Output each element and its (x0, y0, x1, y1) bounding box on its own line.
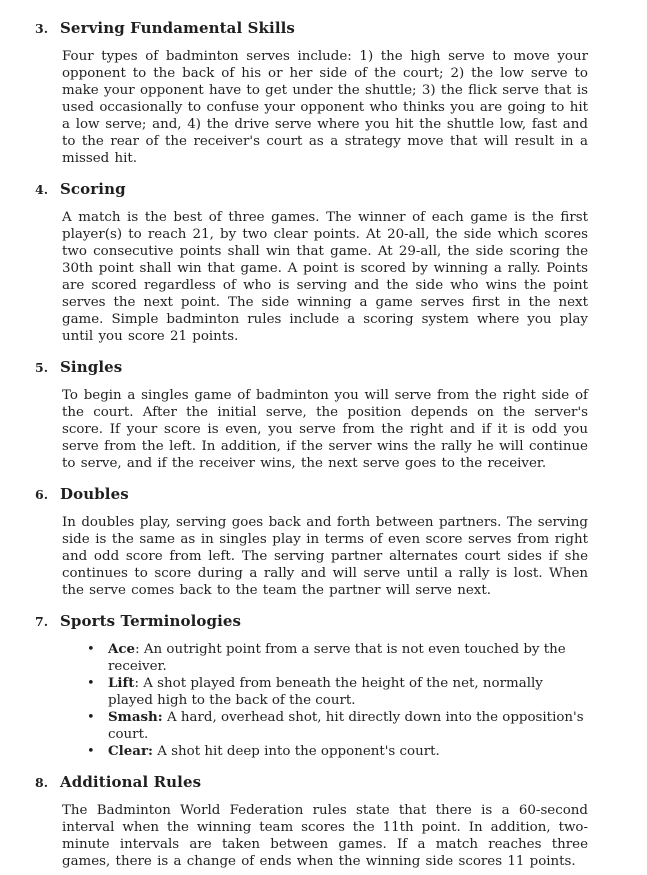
section-heading (35, 485, 588, 504)
section-title: Serving Fundamental Skills (60, 19, 295, 37)
section-additional-rules (35, 773, 588, 870)
section-sports-terminologies (35, 612, 588, 760)
term-name: Lift (108, 675, 135, 691)
section-title: Doubles (60, 485, 129, 503)
term-item-clear (87, 743, 588, 760)
section-heading (35, 19, 588, 38)
term-definition: A shot hit deep into the opponent's court. (157, 744, 440, 759)
section-singles (35, 358, 588, 472)
bullet-icon: • (87, 744, 95, 759)
bullet-icon: • (87, 710, 95, 725)
section-heading (35, 358, 588, 377)
section-title: Sports Terminologies (60, 612, 242, 630)
section-heading (35, 773, 588, 792)
section-doubles (35, 485, 588, 599)
section-paragraph: In doubles play, serving goes back and forth between partners. The serving side is the same as in singles play in terms of even score serves from right and odd score from left. The serving partner alternates court sides if she continues to score during a rally and will serve until a rally is lost. When the serve comes back to the team the partner will serve next. (62, 515, 588, 598)
section-paragraph: Four types of badminton serves include: 1) the high serve to move your opponent to the back of his or her side of the court; 2) the low serve to make your opponent have to get under the shuttle; 3) the flick serve that is used occasionally to confuse your opponent who thinks you are going to hit a low serve; and, 4) the drive serve where you hit the shuttle low, fast and to the rear of the receiver's court as a strategy move that will result in a missed hit. (62, 49, 588, 166)
term-separator: : (135, 642, 140, 657)
bullet-icon: • (87, 642, 95, 657)
term-name: Ace (108, 641, 136, 657)
bullet-icon: • (87, 676, 95, 691)
section-number: 6. (35, 487, 49, 502)
term-name: Smash: (108, 709, 163, 725)
section-number: 3. (35, 21, 49, 36)
section-heading (35, 612, 588, 631)
term-separator: : (134, 676, 139, 691)
terminology-list (62, 641, 588, 760)
section-serving-fundamental-skills (35, 19, 588, 167)
section-paragraph: To begin a singles game of badminton you will serve from the right side of the court. After the initial serve, the position depends on the server's score. If your score is even, you serve from the right and if it is odd you serve from the left. In addition, if the server wins the rally he will continue to serve, and if the receiver wins, the next serve goes to the receiver. (62, 388, 588, 471)
section-paragraph: The Badminton World Federation rules state that there is a 60-second interval when the winning team scores the 11th point. In addition, two-minute intervals are taken between games. If a match reaches three games, there is a change of ends when the winning side scores 11 points. (62, 803, 588, 869)
section-scoring (35, 180, 588, 345)
section-heading (35, 180, 588, 199)
term-item-lift (87, 675, 588, 709)
term-definition: A shot played from beneath the height of the net, normally played high to the back of the court. (108, 676, 543, 708)
term-definition: A hard, overhead shot, hit directly down into the opposition's court. (108, 710, 584, 742)
term-item-ace (87, 641, 588, 675)
section-number: 4. (35, 182, 49, 197)
section-title: Scoring (60, 180, 126, 198)
section-number: 5. (35, 360, 49, 375)
section-title: Singles (60, 358, 123, 376)
section-number: 7. (35, 614, 49, 629)
section-number: 8. (35, 775, 49, 790)
term-definition: An outright point from a serve that is not even touched by the receiver. (108, 642, 566, 674)
term-item-smash (87, 709, 588, 743)
term-name: Clear: (108, 743, 153, 759)
section-title: Additional Rules (60, 773, 202, 791)
section-paragraph: A match is the best of three games. The winner of each game is the first player(s) to reach 21, by two clear points. At 20-all, the side which scores two consecutive points shall win that game. At 29-all, the side scoring the 30th point shall win that game. A point is scored by winning a rally. Points are scored regardless of who is serving and the side who wins the point serves the next point. The side winning a game serves first in the next game. Simple badminton rules include a scoring system where you play until you score 21 points. (62, 210, 588, 344)
